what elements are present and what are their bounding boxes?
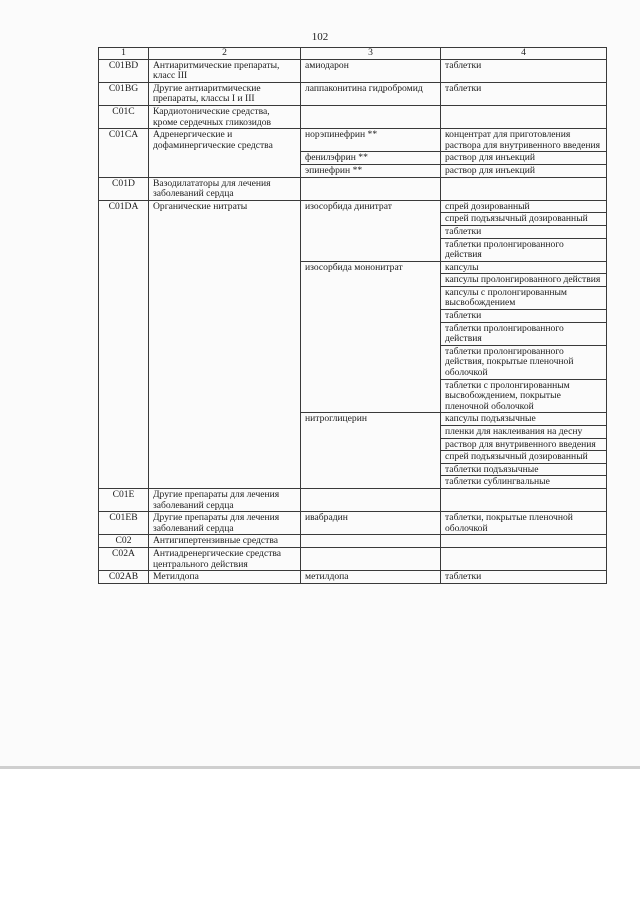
dosage-form: таблетки сублингвальные	[441, 476, 607, 489]
drug-name	[301, 488, 441, 511]
dosage-form: таблетки пролонгированного действия	[441, 238, 607, 261]
atc-group-name: Адренергические и дофаминергические средства	[149, 129, 301, 177]
dosage-form: таблетки пролонгированного действия	[441, 322, 607, 345]
atc-group-name: Антиадренергические средства центрального действия	[149, 547, 301, 570]
drug-list-table	[98, 47, 607, 584]
atc-group-name: Кардиотонические средства, кроме сердечных гликозидов	[149, 105, 301, 128]
dosage-form	[441, 488, 607, 511]
table-body	[99, 48, 607, 584]
atc-group-name: Другие препараты для лечения заболеваний сердца	[149, 488, 301, 511]
dosage-form: раствор для инъекций	[441, 152, 607, 165]
dosage-form: спрей подъязычный дозированный	[441, 451, 607, 464]
atc-group-name: Другие препараты для лечения заболеваний сердца	[149, 512, 301, 535]
atc-group-name: Антигипертензивные средства	[149, 535, 301, 548]
dosage-form	[441, 177, 607, 200]
column-number-1: 1	[99, 48, 149, 60]
drug-name: норэпинефрин **	[301, 129, 441, 152]
drug-name: метилдопа	[301, 571, 441, 584]
dosage-form: таблетки	[441, 225, 607, 238]
table-row	[99, 571, 607, 584]
drug-name	[301, 177, 441, 200]
dosage-form: таблетки	[441, 571, 607, 584]
atc-code: C01BG	[99, 82, 149, 105]
drug-name: изосорбида динитрат	[301, 200, 441, 261]
atc-code: C01EB	[99, 512, 149, 535]
dosage-form: капсулы пролонгированного действия	[441, 274, 607, 287]
table-row	[99, 105, 607, 128]
atc-group-name: Вазодилататоры для лечения заболеваний сердца	[149, 177, 301, 200]
table-row	[99, 129, 607, 152]
dosage-form: раствор для внутривенного введения	[441, 438, 607, 451]
table-row	[99, 177, 607, 200]
atc-group-name: Антиаритмические препараты, класс III	[149, 59, 301, 82]
dosage-form	[441, 535, 607, 548]
drug-name: лаппаконитина гидробромид	[301, 82, 441, 105]
page-number: 102	[311, 31, 329, 43]
column-number-4: 4	[441, 48, 607, 60]
atc-group-name: Органические нитраты	[149, 200, 301, 488]
drug-name: изосорбида мононитрат	[301, 261, 441, 413]
drug-name	[301, 535, 441, 548]
dosage-form: таблетки	[441, 310, 607, 323]
drug-name	[301, 105, 441, 128]
drug-name: амиодарон	[301, 59, 441, 82]
atc-code: C01D	[99, 177, 149, 200]
drug-name: фенилэфрин **	[301, 152, 441, 165]
dosage-form: спрей дозированный	[441, 200, 607, 213]
atc-code: C01C	[99, 105, 149, 128]
atc-code: C02A	[99, 547, 149, 570]
dosage-form	[441, 105, 607, 128]
atc-code: C02AB	[99, 571, 149, 584]
dosage-form	[441, 547, 607, 570]
dosage-form: раствор для инъекций	[441, 164, 607, 177]
dosage-form: концентрат для приготовления раствора для внутривенного введения	[441, 129, 607, 152]
column-number-row	[99, 48, 607, 60]
dosage-form: спрей подъязычный дозированный	[441, 213, 607, 226]
atc-code: C02	[99, 535, 149, 548]
atc-group-name: Другие антиаритмические препараты, классы I и III	[149, 82, 301, 105]
table-row	[99, 200, 607, 213]
drug-name	[301, 547, 441, 570]
page-edge	[0, 766, 640, 769]
atc-code: C01DA	[99, 200, 149, 488]
table-row	[99, 547, 607, 570]
dosage-form: капсулы с пролонгированным высвобождением	[441, 286, 607, 309]
dosage-form: таблетки пролонгированного действия, покрытые пленочной оболочкой	[441, 345, 607, 379]
column-number-2: 2	[149, 48, 301, 60]
dosage-form: таблетки	[441, 82, 607, 105]
dosage-form: таблетки	[441, 59, 607, 82]
column-number-3: 3	[301, 48, 441, 60]
drug-name: нитроглицерин	[301, 413, 441, 489]
dosage-form: таблетки подъязычные	[441, 463, 607, 476]
table-row	[99, 488, 607, 511]
atc-code: C01E	[99, 488, 149, 511]
drug-name: ивабрадин	[301, 512, 441, 535]
dosage-form: капсулы	[441, 261, 607, 274]
dosage-form: пленки для наклеивания на десну	[441, 426, 607, 439]
atc-group-name: Метилдопа	[149, 571, 301, 584]
atc-code: C01BD	[99, 59, 149, 82]
drug-name: эпинефрин **	[301, 164, 441, 177]
atc-code: C01CA	[99, 129, 149, 177]
dosage-form: таблетки, покрытые пленочной оболочкой	[441, 512, 607, 535]
table-row	[99, 59, 607, 82]
table-row	[99, 82, 607, 105]
table-row	[99, 535, 607, 548]
dosage-form: капсулы подъязычные	[441, 413, 607, 426]
table-row	[99, 512, 607, 535]
dosage-form: таблетки с пролонгированным высвобождением, покрытые пленочной оболочкой	[441, 379, 607, 413]
